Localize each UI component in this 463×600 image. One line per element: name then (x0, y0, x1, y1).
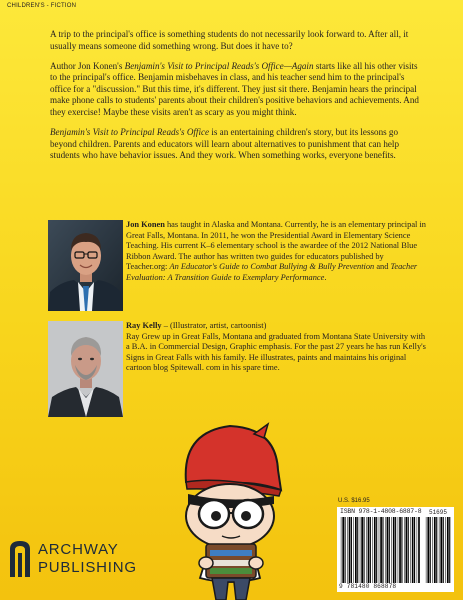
barcode-bar (391, 517, 392, 583)
barcode-bar (412, 517, 414, 583)
barcode-bar (368, 517, 370, 583)
barcode-bar (360, 517, 361, 583)
barcode-bar (387, 517, 389, 583)
barcode-bar (380, 517, 382, 583)
barcode-bar (385, 517, 386, 583)
category-label: CHILDREN'S - FICTION (7, 3, 77, 9)
illustrator-role: – (Illustrator, artist, cartoonist) (161, 321, 267, 330)
barcode-bar (434, 517, 436, 583)
barcode-bar (379, 517, 380, 583)
barcode-bar (417, 517, 418, 583)
barcode-bar (353, 517, 354, 583)
barcode-bar (363, 517, 364, 583)
barcode-bar (374, 517, 376, 583)
barcode-bar (401, 517, 402, 583)
ean-digits: 9 781480 868878 (339, 583, 397, 590)
blurb-paragraph-2: Author Jon Konen's Benjamin's Visit to Principal Reads's Office—Again starts like all his other visits to the principal's office. Benjamin misbehaves in class, and his teacher send him to the principal's office for a "discussion." But this time, it's different. They just sit there. Benjamin hears the principal make phone calls to students' parents about their children's positive behaviors and achievements. And they exercise! Maybe these visits aren't as scary as you might think. (50, 60, 419, 118)
barcode-bar (410, 517, 411, 583)
cartoon-character-illustration (160, 418, 300, 600)
barcode-bar (349, 517, 351, 583)
author-bio: Jon Konen has taught in Alaska and Montana. Currently, he is an elementary principal in Great Falls, Montana. In 2011, he won the Presidential Award in Elementary Science Teaching. His current K–6 elementary school is the awardee of the 2012 National Blue Ribbon Award. The author has written two guides for educators published by Teacher.org: An Educator's Guide to Combat Bullying & Bully Prevention and Teacher Evaluation: A Transition Guide to Exemplary Performance. (126, 220, 426, 282)
barcode-bar (406, 517, 408, 583)
illustrator-name: Ray Kelly (126, 321, 162, 330)
illustrator-bio-text: Ray Grew up in Great Falls, Montana and graduated from Montana State University with a B.A. in Commercial Design, Graphic emphasis. For the past 27 years he has run Kelly's Signs in Great Falls with his family. He illustrates, paints and maintains his original cartoon blog Spitewall. com in his spare time. (126, 331, 426, 373)
barcode-main-bars (340, 517, 420, 583)
barcode-bar (432, 517, 433, 583)
author-name: Jon Konen (126, 220, 165, 229)
price-label: U.S. $16.95 (338, 498, 370, 504)
blurb-paragraph-3: Benjamin's Visit to Principal Reads's Office is an entertaining children's story, but its lessons go beyond children. Parents and educators will learn about alternatives to punishment that can help students who have behavior issues. And they work. When something works, everyone benefits. (50, 127, 399, 161)
barcode-bar (443, 517, 444, 583)
barcode-bar (345, 517, 346, 583)
barcode-bar (376, 517, 377, 583)
barcode-bar (418, 517, 420, 583)
barcode-bar (395, 517, 396, 583)
barcode-bar (404, 517, 405, 583)
barcode-bar (393, 517, 395, 583)
book-title-italic: Benjamin's Visit to Principal Reads's Office—Again (124, 60, 314, 71)
barcode-bar (366, 517, 367, 583)
author-book-title: An Educator's Guide to Combat Bullying & Bully Prevention (169, 262, 375, 272)
publisher-name-line2: PUBLISHING (38, 559, 137, 576)
barcode-bar (427, 517, 429, 583)
isbn-label: ISBN 978-1-4808-6887-8 (340, 508, 422, 515)
isbn-barcode (337, 507, 454, 592)
barcode-bar (447, 517, 449, 583)
barcode-bar (440, 517, 442, 583)
illustrator-photo (48, 321, 123, 417)
barcode-bar (382, 517, 383, 583)
barcode-bar (372, 517, 373, 583)
barcode-bar (436, 517, 437, 583)
price-addon-digits: 51695 (428, 509, 447, 516)
book-title-italic: Benjamin's Visit to Principal Reads's Office (50, 127, 210, 138)
barcode-bar (342, 517, 344, 583)
barcode-bar (357, 517, 358, 583)
barcode-bar (370, 517, 371, 583)
barcode-bar (439, 517, 440, 583)
barcode-bar (399, 517, 401, 583)
blurb-paragraph-1: A trip to the principal's office is something students do not necessarily look forward to. After all, it usually means someone did something wrong. But does it have to? (50, 29, 409, 51)
barcode-bar (351, 517, 352, 583)
barcode-bar (430, 517, 431, 583)
publisher-logo (8, 539, 168, 579)
author-photo (48, 220, 123, 311)
author-book-title: Teacher Evaluation: A Transition Guide to Exemplary Performance (126, 262, 418, 282)
archway-arch-icon (8, 539, 32, 577)
barcode-bar (426, 517, 427, 583)
barcode-bar (445, 517, 446, 583)
book-blurb (50, 29, 420, 170)
publisher-name-line1: ARCHWAY (38, 541, 119, 558)
barcode-bar (414, 517, 415, 583)
barcode-bar (449, 517, 450, 583)
illustrator-bio (126, 321, 426, 374)
barcode-bar (408, 517, 409, 583)
barcode-addon-bars (425, 517, 451, 583)
barcode-bar (398, 517, 399, 583)
barcode-bar (355, 517, 357, 583)
barcode-bar (347, 517, 348, 583)
barcode-bar (341, 517, 342, 583)
barcode-bar (361, 517, 363, 583)
barcode-bar (389, 517, 390, 583)
